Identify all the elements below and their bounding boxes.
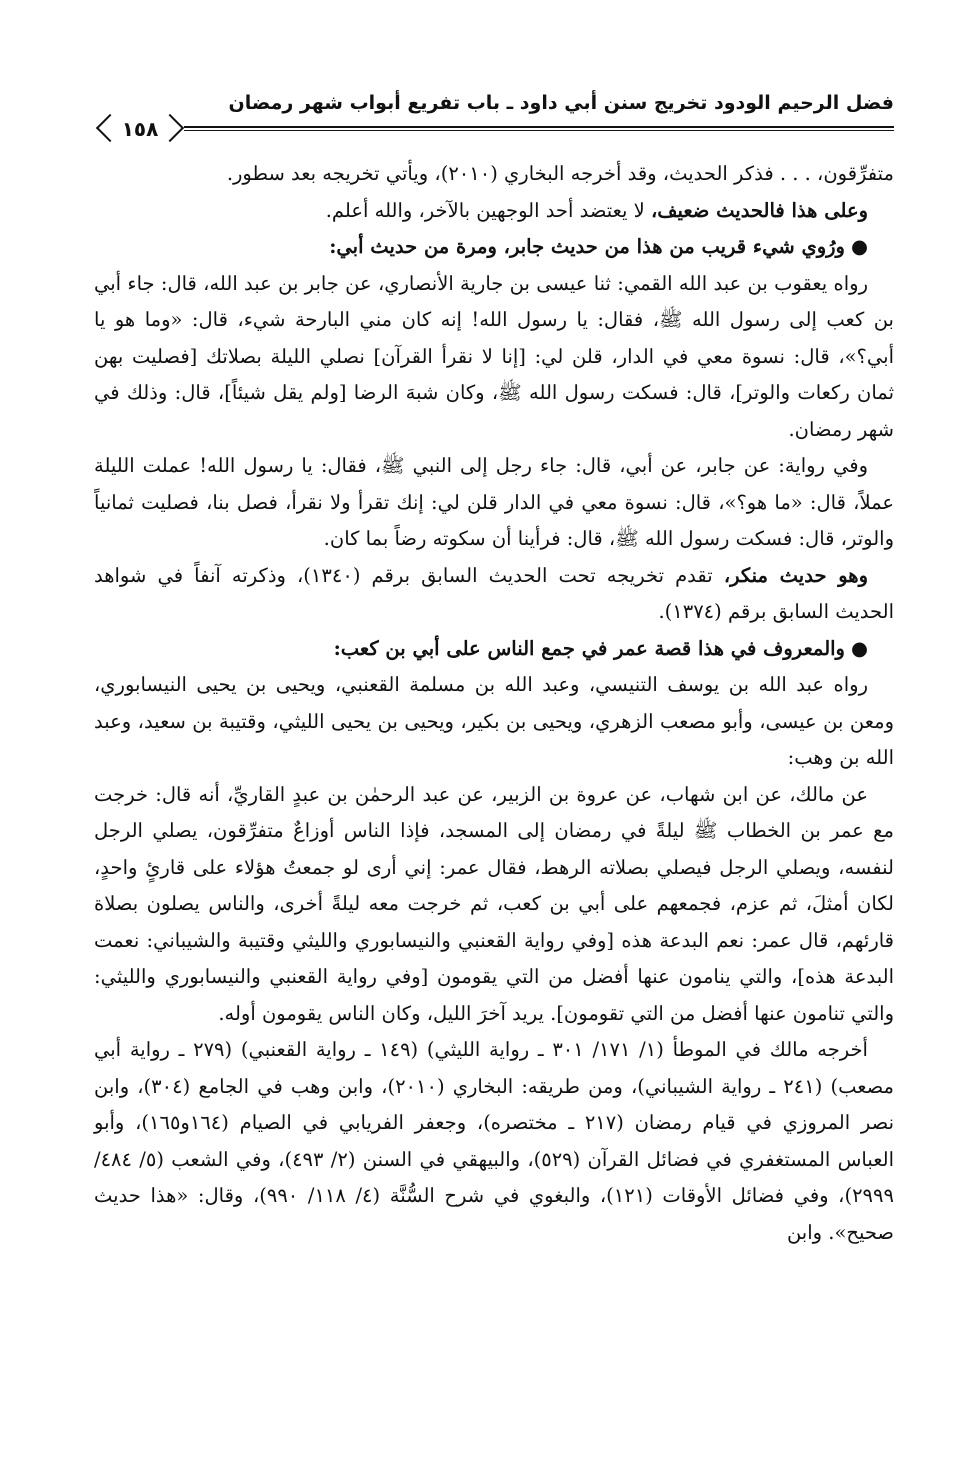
paragraph: وهو حديث منكر، تقدم تخريجه تحت الحديث السابق برقم (١٣٤٠)، وذكرته آنفاً في شواهد الحديث السابق برقم (١٣٧٤). (94, 563, 894, 623)
page (94, 86, 894, 1416)
bold-phrase: وهو حديث منكر، (723, 563, 868, 587)
bullet-icon: ● (850, 235, 868, 258)
paragraph: متفرِّقون، . . . فذكر الحديث، وقد أخرجه البخاري (٢٠١٠)، ويأتي تخريجه بعد سطور. (226, 162, 894, 185)
paragraph: عن مالك، عن ابن شهاب، عن عروة بن الزبير، عن عبد الرحمٰن بن عبدٍ القاريِّ، أنه قال: خرجت مع عمر بن الخطاب ﷺ ليلةً في رمضان إلى المسجد، فإذا الناس أوزاعٌ متفرِّقون، يصلي الرجل لنفسه، ويصلي الرجل فيصلي بصلاته الرهط، فقال عمر: إني أرى لو جمعتُ هؤلاء على قارئٍ واحدٍ، لكان أمثلَ، ثم عزم، فجمعهم على أبي بن كعب، ثم خرجت معه ليلةً أخرى، والناس يصلون بصلاة قارئهم، قال عمر: نعم البدعة هذه [وفي رواية القعنبي والنيسابوري والليثي وقتيبة والشيباني: نعمت البدعة هذه]، والتي ينامون عنها أفضل من التي يقومون [وفي رواية القعنبي والنيسابوري والليثي: والتي تنامون عنها أفضل من التي تقومون]. يريد آخرَ الليل، وكان الناس يقومون أوله. (94, 782, 894, 1025)
paragraph: أخرجه مالك في الموطأ (١/ ١٧١/ ٣٠١ ـ رواية الليثي) (١٤٩ ـ رواية القعنبي) (٢٧٩ ـ رواية أبي مصعب) (٢٤١ ـ رواية الشيباني)، ومن طريقه: البخاري (٢٠١٠)، وابن وهب في الجامع (٣٠٤)، وابن نصر المروزي في قيام رمضان (٢١٧ ـ مختصره)، وجعفر الفريابي في الصيام (١٦٤و١٦٥)، وأبو العباس المستغفري في فضائل القرآن (٥٢٩)، والبيهقي في السنن (٢/ ٤٩٣)، وفي الشعب (٥/ ٤٨٤/ ٢٩٩٩)، وفي فضائل الأوقات (١٢١)، والبغوي في شرح السُّنَّة (٤/ ١١٨/ ٩٩٠)، وقال: «هذا حديث صحيح». وابن (94, 1038, 895, 1244)
paragraph: وفي رواية: عن جابر، عن أبي، قال: جاء رجل إلى النبي ﷺ، فقال: يا رسول الله! عملت الليلة عملاً، قال: «ما هو؟»، قال: نسوة معي في الدار قلن لي: إنك تقرأ ولا نقرأ، فصل بنا، فصليت ثمانياً والوتر، قال: فسكت رسول الله ﷺ، قال: فرأينا أن سكوته رضاً بما كان. (94, 454, 894, 550)
section-heading: ●ورُوي شيء قريب من هذا من حديث جابر، ومرة من حديث أبي: (329, 235, 868, 258)
running-title: فضل الرحيم الودود تخريج سنن أبي داود ـ باب تفريع أبواب شهر رمضان (228, 92, 894, 114)
bullet-icon: ● (850, 636, 868, 660)
bold-phrase: وعلى هذا فالحديث ضعيف، (651, 198, 868, 222)
body-text (94, 156, 894, 1251)
header-rule (184, 126, 894, 131)
page-header (94, 86, 894, 156)
paragraph: وعلى هذا فالحديث ضعيف، لا يعتضد أحد الوجهين بالآخر، والله أعلم. (325, 198, 868, 222)
paragraph: رواه يعقوب بن عبد الله القمي: ثنا عيسى بن جارية الأنصاري، عن جابر بن عبد الله، قال: جاء أبي بن كعب إلى رسول الله ﷺ، فقال: يا رسول الله! إنه كان مني البارحة شيء، قال: «وما هو يا أبي؟»، قال: نسوة معي في الدار، قلن لي: [إنا لا نقرأ القرآن] نصلي الليلة بصلاتك [فصليت بهن ثمان ركعات والوتر]، قال: فسكت رسول الله ﷺ، وكان شبهَ الرضا [ولم يقل شيئاً]، قال: وذلك في شهر رمضان. (94, 271, 894, 441)
paragraph: رواه عبد الله بن يوسف التنيسي، وعبد الله بن مسلمة القعنبي، ويحيى بن يحيى النيسابوري، ومعن بن عيسى، وأبو مصعب الزهري، ويحيى بن بكير، ويحيى بن يحيى الليثي، وقتيبة بن سعيد، وعبد الله بن وهب: (94, 673, 894, 769)
page-number: ١٥٨ (94, 114, 186, 144)
section-heading: ●والمعروف في هذا قصة عمر في جمع الناس على أبي بن كعب: (333, 636, 868, 660)
